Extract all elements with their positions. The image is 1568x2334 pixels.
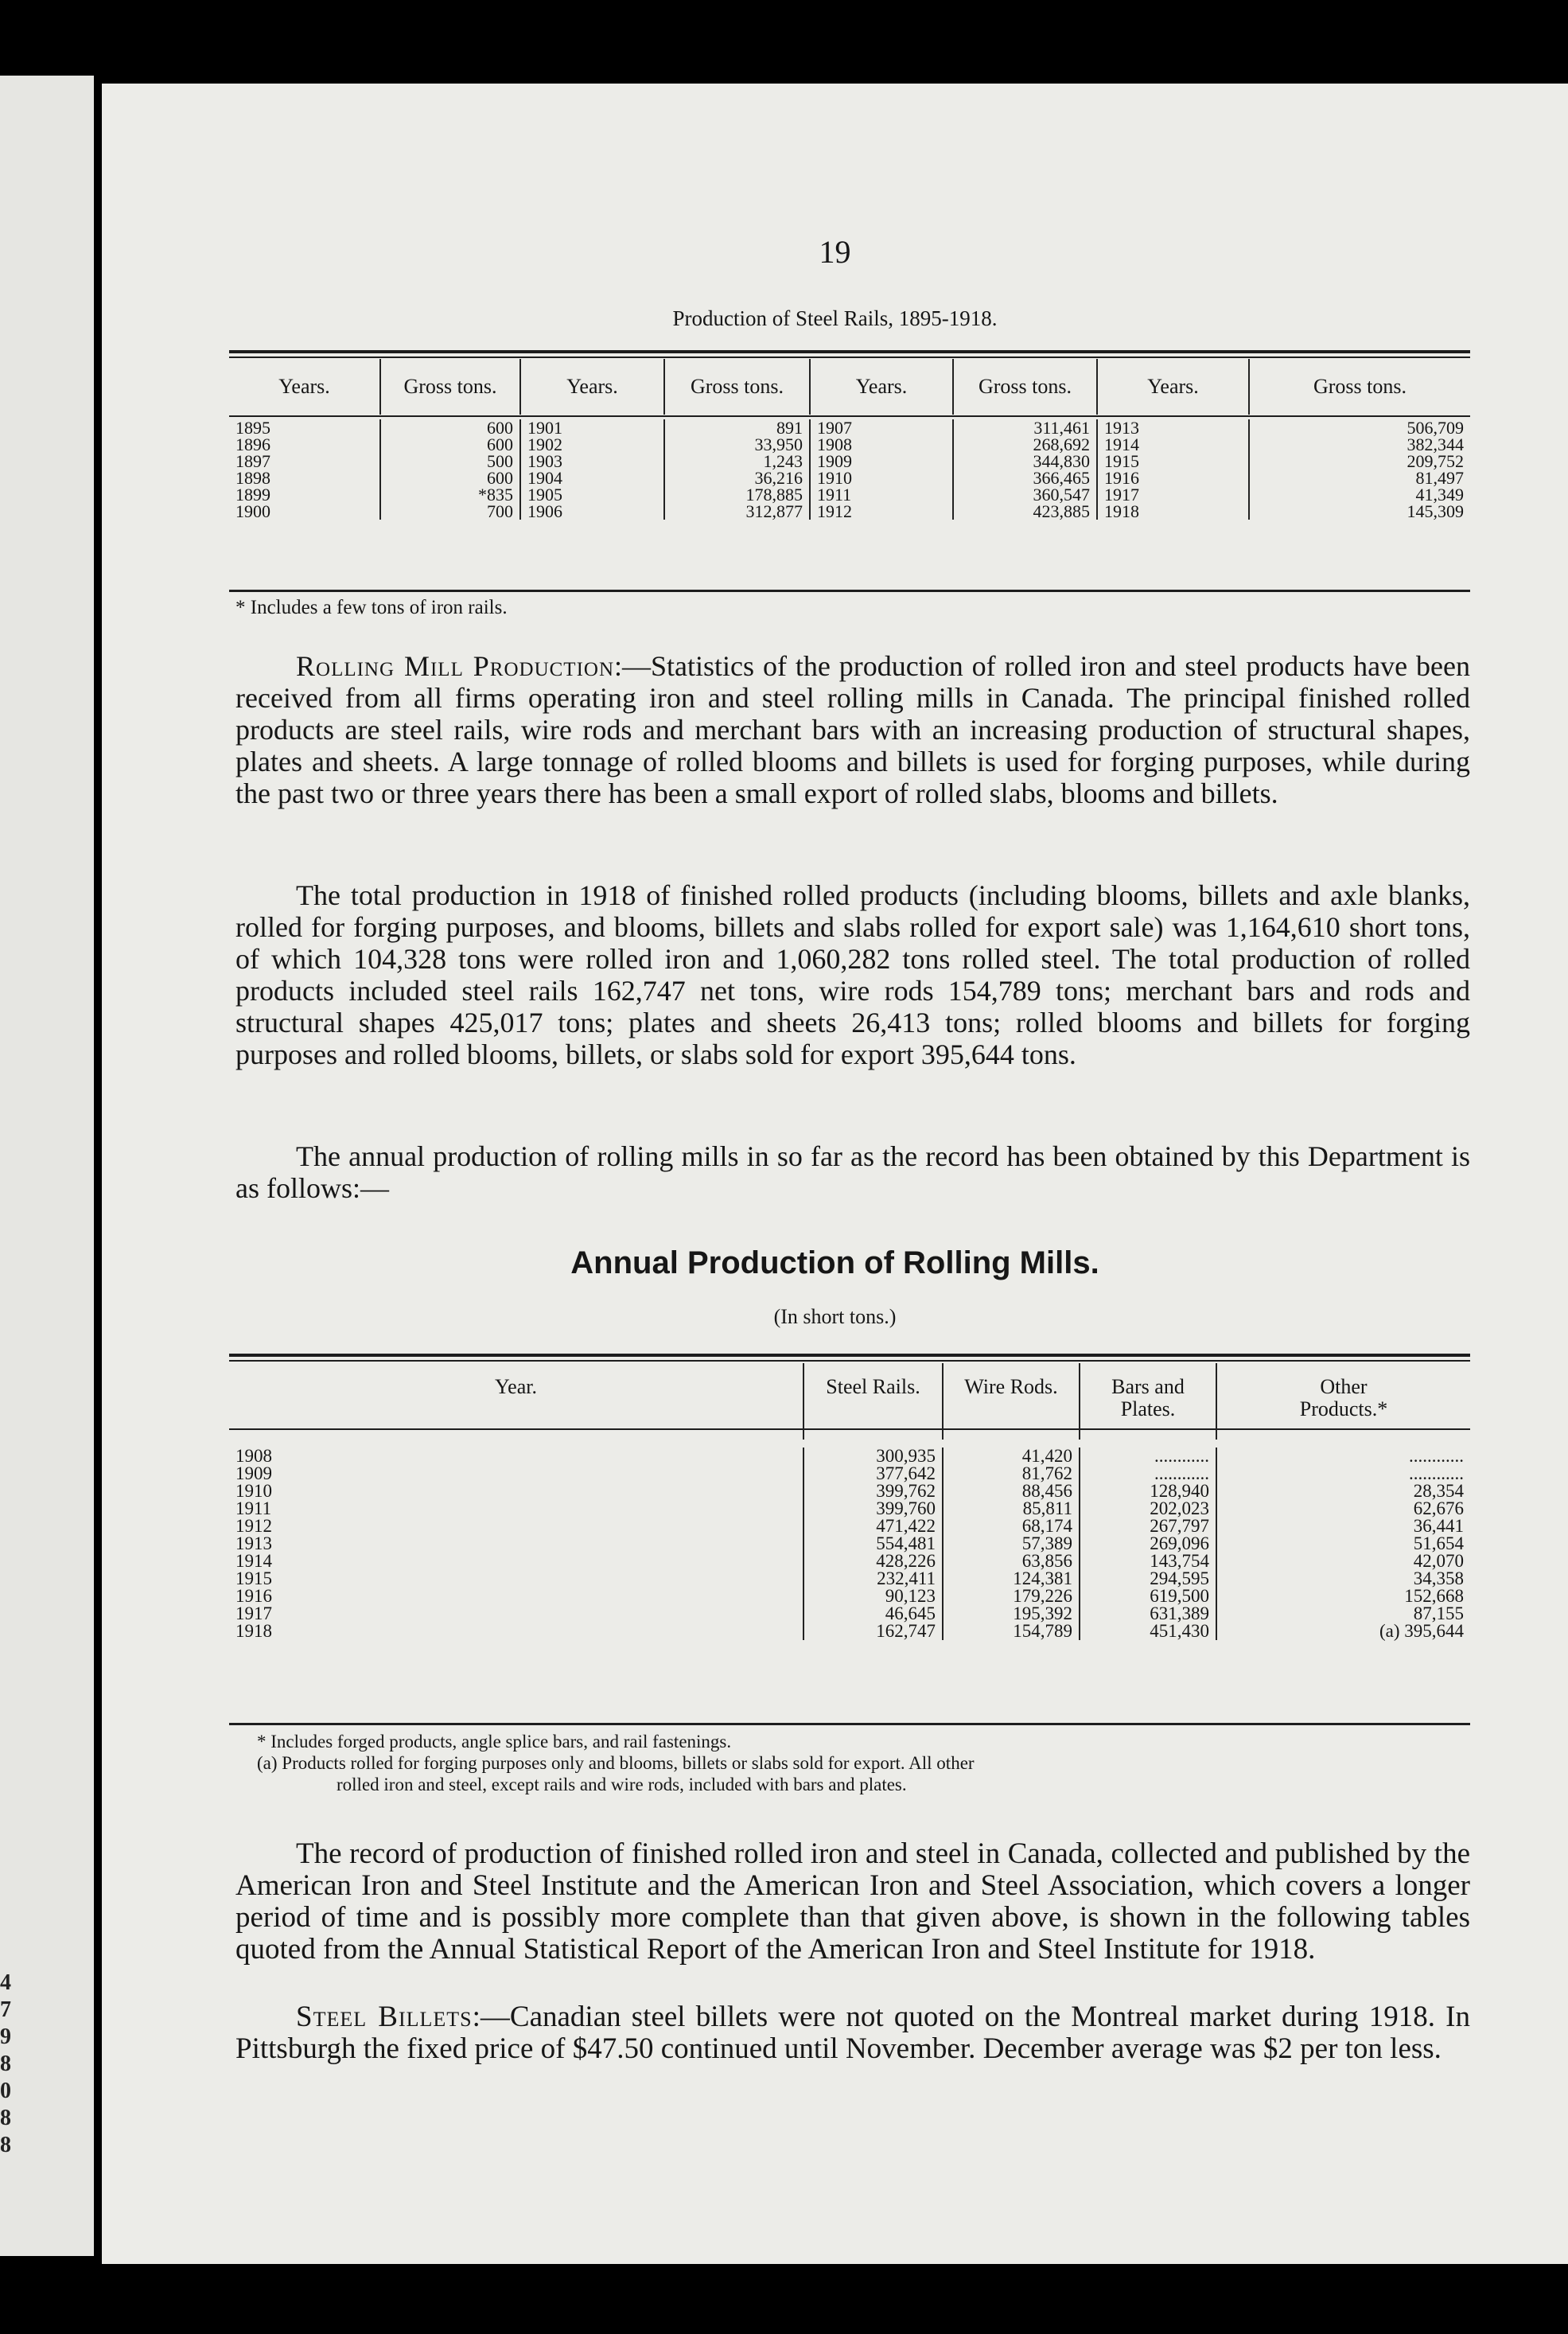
- column-header: Years.: [278, 375, 330, 398]
- year-cell: 1909: [235, 1465, 272, 1483]
- year-cell: 1898: [235, 468, 270, 488]
- bars-plates-cell: ............: [1080, 1448, 1216, 1465]
- bars-plates-cell: 619,500: [1080, 1588, 1216, 1605]
- steel-rails-cell: 90,123: [803, 1588, 943, 1605]
- steel-rails-cell: 399,762: [803, 1483, 943, 1500]
- page-number: 19: [819, 234, 851, 270]
- other-products-cell: (a) 395,644: [1216, 1623, 1470, 1640]
- margin-char: 4: [0, 1970, 11, 1995]
- table-row: [229, 453, 1470, 470]
- table-row: [229, 486, 1470, 503]
- year-cell: 1913: [1097, 419, 1249, 436]
- table-row: [229, 1605, 1470, 1623]
- annual-table-subtitle: (In short tons.): [773, 1305, 897, 1328]
- header-line: Other: [1320, 1375, 1368, 1398]
- year-cell: 1897: [235, 451, 270, 471]
- margin-char: 8: [0, 2106, 11, 2130]
- wire-rods-cell: 195,392: [943, 1605, 1080, 1623]
- tons-cell: 145,309: [1249, 503, 1470, 520]
- table-row: [229, 1588, 1470, 1605]
- tons-cell: 1,243: [664, 453, 810, 470]
- wire-rods-cell: 85,811: [943, 1500, 1080, 1518]
- year-cell: 1917: [235, 1605, 272, 1623]
- other-products-cell: 152,668: [1216, 1588, 1470, 1605]
- year-cell: 1905: [520, 486, 664, 503]
- year-cell: 1917: [1097, 486, 1249, 503]
- annual-table-top-rule: [229, 1354, 1470, 1357]
- tons-cell: 33,950: [664, 436, 810, 453]
- bars-plates-cell: 451,430: [1080, 1623, 1216, 1640]
- section-heading: Rolling Mill Production: [296, 650, 615, 682]
- year-cell: 1913: [235, 1535, 272, 1553]
- table-row: [229, 1518, 1470, 1535]
- table-header-row: [229, 1363, 1470, 1440]
- tons-cell: 360,547: [953, 486, 1097, 503]
- tons-cell: 366,465: [953, 470, 1097, 486]
- year-cell: 1899: [235, 485, 270, 505]
- table-row: [229, 503, 1470, 520]
- wire-rods-cell: 41,420: [943, 1448, 1080, 1465]
- year-cell: 1908: [810, 436, 953, 453]
- other-products-cell: 87,155: [1216, 1605, 1470, 1623]
- year-cell: 1918: [1097, 503, 1249, 520]
- column-header: Gross tons.: [953, 359, 1097, 415]
- year-cell: 1912: [810, 503, 953, 520]
- table-row: [229, 436, 1470, 453]
- rails-table-top-rule: [229, 350, 1470, 353]
- year-cell: 1900: [235, 501, 270, 521]
- tons-cell: 382,344: [1249, 436, 1470, 453]
- table-row: [229, 1448, 1470, 1465]
- table-row: [229, 1483, 1470, 1500]
- year-cell: 1916: [1097, 470, 1249, 486]
- year-cell: 1915: [1097, 453, 1249, 470]
- other-products-cell: 42,070: [1216, 1553, 1470, 1570]
- table-header-row: [229, 359, 1470, 415]
- steel-rails-cell: 300,935: [803, 1448, 943, 1465]
- table-row: [229, 1623, 1470, 1640]
- year-cell: 1904: [520, 470, 664, 486]
- column-header: [1080, 1363, 1216, 1440]
- rails-table-caption: Production of Steel Rails, 1895-1918.: [672, 306, 998, 330]
- year-cell: 1903: [520, 453, 664, 470]
- tons-cell: 178,885: [664, 486, 810, 503]
- header-line: Bars and: [1111, 1375, 1185, 1398]
- table-row: [229, 1535, 1470, 1553]
- table-row: [229, 470, 1470, 486]
- year-cell: 1901: [520, 419, 664, 436]
- other-products-cell: 36,441: [1216, 1518, 1470, 1535]
- column-header: Years.: [520, 359, 664, 415]
- tons-cell: 500: [380, 453, 520, 470]
- tons-cell: 344,830: [953, 453, 1097, 470]
- year-cell: 1915: [235, 1570, 272, 1588]
- steel-rails-cell: 162,747: [803, 1623, 943, 1640]
- margin-char: 8: [0, 2133, 11, 2157]
- year-cell: 1914: [235, 1553, 272, 1570]
- table-row: [229, 1570, 1470, 1588]
- annual-table-notes: [233, 1731, 1474, 1795]
- section-heading: Steel Billets: [296, 2001, 473, 2033]
- steel-rails-cell: 554,481: [803, 1535, 943, 1553]
- wire-rods-cell: 81,762: [943, 1465, 1080, 1483]
- adjacent-page-margin: [0, 76, 94, 2256]
- year-cell: 1906: [520, 503, 664, 520]
- wire-rods-cell: 57,389: [943, 1535, 1080, 1553]
- rails-table-top-rule-2: [229, 357, 1470, 358]
- bars-plates-cell: 294,595: [1080, 1570, 1216, 1588]
- wire-rods-cell: 179,226: [943, 1588, 1080, 1605]
- wire-rods-cell: 124,381: [943, 1570, 1080, 1588]
- year-cell: 1911: [810, 486, 953, 503]
- rolling-mill-paragraph-3: The annual production of rolling mills in so far as the record has been obtained by this Department is as follows:—: [235, 1140, 1470, 1204]
- margin-char: 7: [0, 1997, 11, 2022]
- bars-plates-cell: 128,940: [1080, 1483, 1216, 1500]
- annual-table-bottom-rule: [229, 1723, 1470, 1725]
- year-cell: 1918: [235, 1623, 272, 1640]
- table-row: [229, 419, 1470, 436]
- year-cell: 1910: [810, 470, 953, 486]
- column-header: Year.: [495, 1375, 537, 1398]
- column-header: Years.: [810, 359, 953, 415]
- other-products-cell: 62,676: [1216, 1500, 1470, 1518]
- steel-rails-cell: 46,645: [803, 1605, 943, 1623]
- column-header: Gross tons.: [1249, 359, 1470, 415]
- header-line: Plates.: [1120, 1397, 1176, 1420]
- header-line: Products.*: [1299, 1397, 1388, 1420]
- bars-plates-cell: ............: [1080, 1465, 1216, 1483]
- tons-cell: 36,216: [664, 470, 810, 486]
- rolling-mill-paragraph-2: The total production in 1918 of finished rolled products (including blooms, billets and axle blanks, rolled for forging purposes, and blooms, billets and slabs rolled for export sale) was 1,164,610 short tons, of which 104,328 tons were rolled iron and 1,060,282 tons rolled steel. The total production of rolled products included steel rails 162,747 net tons, wire rods 154,789 tons; merchant bars and rods and structural shapes 425,017 tons; plates and sheets 26,413 tons; rolled blooms and billets for forging purposes and rolled blooms, billets, or slabs sold for export 395,644 tons.: [235, 879, 1470, 1070]
- year-cell: 1902: [520, 436, 664, 453]
- column-header: Wire Rods.: [943, 1363, 1080, 1440]
- wire-rods-cell: 63,856: [943, 1553, 1080, 1570]
- table-row: [229, 1553, 1470, 1570]
- note-a-line-1: (a) Products rolled for forging purposes only and blooms, billets or slabs sold for export. All other: [257, 1753, 975, 1773]
- document-page: [102, 84, 1568, 2264]
- bars-plates-cell: 143,754: [1080, 1553, 1216, 1570]
- tons-cell: 600: [380, 470, 520, 486]
- steel-rails-table: [229, 359, 1470, 520]
- year-cell: 1911: [235, 1500, 272, 1518]
- margin-char: 0: [0, 2079, 11, 2103]
- steel-rails-cell: 232,411: [803, 1570, 943, 1588]
- year-cell: 1914: [1097, 436, 1249, 453]
- margin-char: 8: [0, 2052, 11, 2076]
- paragraph-text: :—Canadian steel billets were not quoted on the Montreal market during 1918. In Pittsburgh the fixed price of $47.50 continued until November. December average was $2 per ton less.: [235, 2001, 1470, 2065]
- steel-rails-cell: 377,642: [803, 1465, 943, 1483]
- rails-table-bottom-rule: [229, 590, 1470, 592]
- steel-billets-paragraph: [235, 2001, 1470, 2065]
- annual-table-top-rule-2: [229, 1360, 1470, 1362]
- margin-char: 9: [0, 2024, 11, 2049]
- other-products-cell: 51,654: [1216, 1535, 1470, 1553]
- wire-rods-cell: 88,456: [943, 1483, 1080, 1500]
- tons-cell: *835: [380, 486, 520, 503]
- steel-rails-cell: 471,422: [803, 1518, 943, 1535]
- year-cell: 1908: [235, 1448, 272, 1465]
- paragraph-text: :—Statistics of the production of rolled iron and steel products have been received from all firms operating iron and steel rolling mills in Canada. The principal finished rolled products are steel rails, wire rods and merchant bars with an increasing production of structural shapes, plates and sheets. A large tonnage of rolled blooms and billets is used for forging purposes, while during the past two or three years there has been a small export of rolled slabs, blooms and billets.: [235, 650, 1470, 809]
- tons-cell: 311,461: [953, 419, 1097, 436]
- rolling-mill-paragraph-1: [235, 650, 1470, 809]
- column-header: Years.: [1097, 359, 1249, 415]
- year-cell: 1909: [810, 453, 953, 470]
- rails-table-footnote: * Includes a few tons of iron rails.: [235, 597, 508, 618]
- year-cell: 1907: [810, 419, 953, 436]
- column-header: Gross tons.: [664, 359, 810, 415]
- tons-cell: 506,709: [1249, 419, 1470, 436]
- column-header: [1216, 1363, 1470, 1440]
- tons-cell: 268,692: [953, 436, 1097, 453]
- tons-cell: 312,877: [664, 503, 810, 520]
- tons-cell: 423,885: [953, 503, 1097, 520]
- other-products-cell: 28,354: [1216, 1483, 1470, 1500]
- other-products-cell: 34,358: [1216, 1570, 1470, 1588]
- year-cell: 1916: [235, 1588, 272, 1605]
- column-header: Gross tons.: [380, 359, 520, 415]
- note-a-line-2: rolled iron and steel, except rails and wire rods, included with bars and plates.: [337, 1775, 907, 1794]
- tons-cell: 891: [664, 419, 810, 436]
- table-row: [229, 1465, 1470, 1483]
- year-cell: 1896: [235, 434, 270, 454]
- annual-production-table: [229, 1363, 1470, 1640]
- year-cell: 1895: [235, 418, 270, 438]
- tons-cell: 41,349: [1249, 486, 1470, 503]
- wire-rods-cell: 154,789: [943, 1623, 1080, 1640]
- bars-plates-cell: 269,096: [1080, 1535, 1216, 1553]
- year-cell: 1912: [235, 1518, 272, 1535]
- bars-plates-cell: 267,797: [1080, 1518, 1216, 1535]
- annual-table-title: Annual Production of Rolling Mills.: [570, 1245, 1099, 1280]
- adjacent-page-characters: [0, 1970, 11, 2159]
- tons-cell: 700: [380, 503, 520, 520]
- steel-rails-cell: 428,226: [803, 1553, 943, 1570]
- tons-cell: 600: [380, 419, 520, 436]
- year-cell: 1910: [235, 1483, 272, 1500]
- tons-cell: 600: [380, 436, 520, 453]
- table-row: [229, 1500, 1470, 1518]
- record-paragraph: The record of production of finished rolled iron and steel in Canada, collected and published by the American Iron and Steel Institute and the American Iron and Steel Association, which covers a longer period of time and is possibly more complete than that given above, is shown in the following tables quoted from the Annual Statistical Report of the American Iron and Steel Institute for 1918.: [235, 1837, 1470, 1966]
- other-products-cell: ............: [1216, 1465, 1470, 1483]
- column-header: Steel Rails.: [803, 1363, 943, 1440]
- wire-rods-cell: 68,174: [943, 1518, 1080, 1535]
- tons-cell: 209,752: [1249, 453, 1470, 470]
- tons-cell: 81,497: [1249, 470, 1470, 486]
- other-products-cell: ............: [1216, 1448, 1470, 1465]
- bars-plates-cell: 631,389: [1080, 1605, 1216, 1623]
- bars-plates-cell: 202,023: [1080, 1500, 1216, 1518]
- note-forged-products: * Includes forged products, angle splice bars, and rail fastenings.: [257, 1732, 732, 1751]
- steel-rails-cell: 399,760: [803, 1500, 943, 1518]
